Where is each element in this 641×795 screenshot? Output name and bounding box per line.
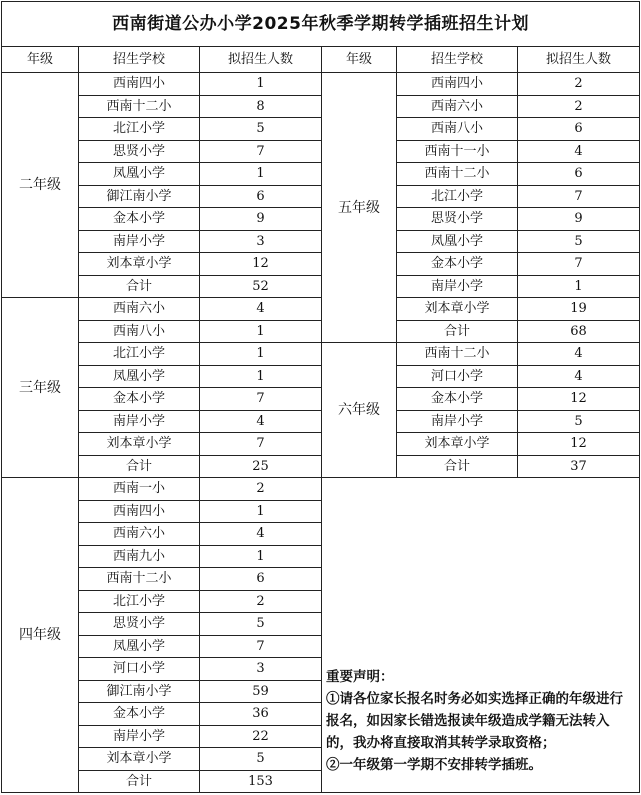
school-name: 南岸小学 — [79, 410, 200, 433]
school-name: 北江小学 — [397, 185, 518, 208]
table-row — [2, 95, 640, 118]
planned-count: 6 — [200, 568, 322, 591]
school-name: 凤凰小学 — [79, 163, 200, 186]
page-title: 西南街道公办小学2025年秋季学期转学插班招生计划 — [2, 2, 640, 47]
subtotal-label: 合计 — [79, 455, 200, 478]
planned-count: 5 — [200, 118, 322, 141]
school-name: 思贤小学 — [79, 613, 200, 636]
table-row — [2, 343, 640, 366]
school-name: 河口小学 — [79, 658, 200, 681]
planned-count: 4 — [518, 140, 640, 163]
planned-count: 36 — [200, 703, 322, 726]
table-row — [2, 208, 640, 231]
school-name: 刘本章小学 — [79, 433, 200, 456]
planned-count: 9 — [200, 208, 322, 231]
header-school-right: 招生学校 — [397, 47, 518, 73]
planned-count: 1 — [200, 365, 322, 388]
planned-count: 8 — [200, 95, 322, 118]
school-name: 刘本章小学 — [397, 298, 518, 321]
planned-count: 2 — [518, 73, 640, 96]
table-row — [2, 320, 640, 343]
planned-count: 59 — [200, 680, 322, 703]
school-name: 刘本章小学 — [79, 748, 200, 771]
planned-count: 1 — [200, 500, 322, 523]
planned-count: 4 — [200, 523, 322, 546]
planned-count: 7 — [200, 433, 322, 456]
planned-count: 6 — [518, 118, 640, 141]
subtotal-label: 合计 — [79, 275, 200, 298]
table-row — [2, 185, 640, 208]
grade-label-g5: 五年级 — [322, 73, 397, 343]
school-name: 御江南小学 — [79, 185, 200, 208]
grade-label-g6: 六年级 — [322, 343, 397, 478]
planned-count: 19 — [518, 298, 640, 321]
planned-count: 5 — [518, 230, 640, 253]
table-row — [2, 253, 640, 276]
planned-count: 7 — [200, 140, 322, 163]
school-name: 刘本章小学 — [79, 253, 200, 276]
planned-count: 2 — [518, 95, 640, 118]
planned-count: 22 — [200, 725, 322, 748]
header-school-left: 招生学校 — [79, 47, 200, 73]
subtotal-value: 52 — [200, 275, 322, 298]
header-grade-right: 年级 — [322, 47, 397, 73]
planned-count: 1 — [200, 163, 322, 186]
planned-count: 1 — [200, 73, 322, 96]
school-name: 西南四小 — [79, 500, 200, 523]
school-name: 西南四小 — [397, 73, 518, 96]
planned-count: 6 — [518, 163, 640, 186]
planned-count: 12 — [200, 253, 322, 276]
planned-count: 5 — [518, 410, 640, 433]
school-name: 西南十二小 — [397, 343, 518, 366]
school-name: 南岸小学 — [79, 230, 200, 253]
notice-title: 重要声明： — [326, 669, 394, 685]
school-name: 西南八小 — [397, 118, 518, 141]
table-row — [2, 365, 640, 388]
planned-count: 3 — [200, 658, 322, 681]
planned-count: 4 — [518, 365, 640, 388]
school-name: 西南八小 — [79, 320, 200, 343]
school-name: 金本小学 — [79, 208, 200, 231]
school-name: 金本小学 — [79, 388, 200, 411]
planned-count: 3 — [200, 230, 322, 253]
school-name: 南岸小学 — [79, 725, 200, 748]
notice-item-1: ①请各位家长报名时务必如实选择正确的年级进行报名，如因家长错选报读年级造成学籍无法转入的，我办将直接取消其转学录取资格； — [326, 691, 623, 751]
planned-count: 7 — [518, 185, 640, 208]
school-name: 西南九小 — [79, 545, 200, 568]
school-name: 西南六小 — [397, 95, 518, 118]
notice-box — [322, 478, 640, 793]
table-row — [2, 388, 640, 411]
planned-count: 7 — [200, 635, 322, 658]
subtotal-value: 25 — [200, 455, 322, 478]
subtotal-value: 153 — [200, 770, 322, 793]
school-name: 北江小学 — [79, 118, 200, 141]
school-name: 思贤小学 — [79, 140, 200, 163]
grade-label-g2: 二年级 — [2, 73, 79, 298]
planned-count: 7 — [518, 253, 640, 276]
school-name: 西南六小 — [79, 298, 200, 321]
header-count-right: 拟招生人数 — [518, 47, 640, 73]
planned-count: 5 — [200, 613, 322, 636]
school-name: 金本小学 — [397, 253, 518, 276]
school-name: 西南十二小 — [79, 95, 200, 118]
school-name: 刘本章小学 — [397, 433, 518, 456]
header-count-left: 拟招生人数 — [200, 47, 322, 73]
school-name: 西南四小 — [79, 73, 200, 96]
school-name: 西南十一小 — [397, 140, 518, 163]
planned-count: 1 — [518, 275, 640, 298]
school-name: 御江南小学 — [79, 680, 200, 703]
grade-label-g3: 三年级 — [2, 298, 79, 478]
planned-count: 1 — [200, 545, 322, 568]
school-name: 南岸小学 — [397, 410, 518, 433]
subtotal-label: 合计 — [79, 770, 200, 793]
planned-count: 12 — [518, 433, 640, 456]
school-name: 北江小学 — [79, 590, 200, 613]
planned-count: 2 — [200, 590, 322, 613]
table-row — [2, 118, 640, 141]
table-row — [2, 433, 640, 456]
table-row — [2, 230, 640, 253]
table-row — [2, 478, 640, 501]
table-row — [2, 140, 640, 163]
school-name: 南岸小学 — [397, 275, 518, 298]
planned-count: 5 — [200, 748, 322, 771]
grade-label-g4: 四年级 — [2, 478, 79, 793]
planned-count: 9 — [518, 208, 640, 231]
planned-count: 4 — [200, 410, 322, 433]
school-name: 凤凰小学 — [397, 230, 518, 253]
planned-count: 4 — [518, 343, 640, 366]
table-row — [2, 163, 640, 186]
table-row — [2, 298, 640, 321]
subtotal-label: 合计 — [397, 320, 518, 343]
table-row — [2, 455, 640, 478]
school-name: 北江小学 — [79, 343, 200, 366]
school-name: 金本小学 — [79, 703, 200, 726]
school-name: 西南十二小 — [79, 568, 200, 591]
school-name: 西南十二小 — [397, 163, 518, 186]
school-name: 西南一小 — [79, 478, 200, 501]
planned-count: 4 — [200, 298, 322, 321]
subtotal-label: 合计 — [397, 455, 518, 478]
planned-count: 1 — [200, 343, 322, 366]
subtotal-value: 68 — [518, 320, 640, 343]
header-grade-left: 年级 — [2, 47, 79, 73]
school-name: 凤凰小学 — [79, 365, 200, 388]
school-name: 河口小学 — [397, 365, 518, 388]
planned-count: 12 — [518, 388, 640, 411]
school-name: 凤凰小学 — [79, 635, 200, 658]
planned-count: 7 — [200, 388, 322, 411]
school-name: 西南六小 — [79, 523, 200, 546]
planned-count: 2 — [200, 478, 322, 501]
table-row — [2, 73, 640, 96]
school-name: 思贤小学 — [397, 208, 518, 231]
subtotal-value: 37 — [518, 455, 640, 478]
table-row — [2, 275, 640, 298]
enrollment-table — [1, 1, 640, 793]
table-row — [2, 410, 640, 433]
planned-count: 1 — [200, 320, 322, 343]
notice-item-2: ②一年级第一学期不安排转学插班。 — [326, 757, 542, 773]
school-name: 金本小学 — [397, 388, 518, 411]
planned-count: 6 — [200, 185, 322, 208]
